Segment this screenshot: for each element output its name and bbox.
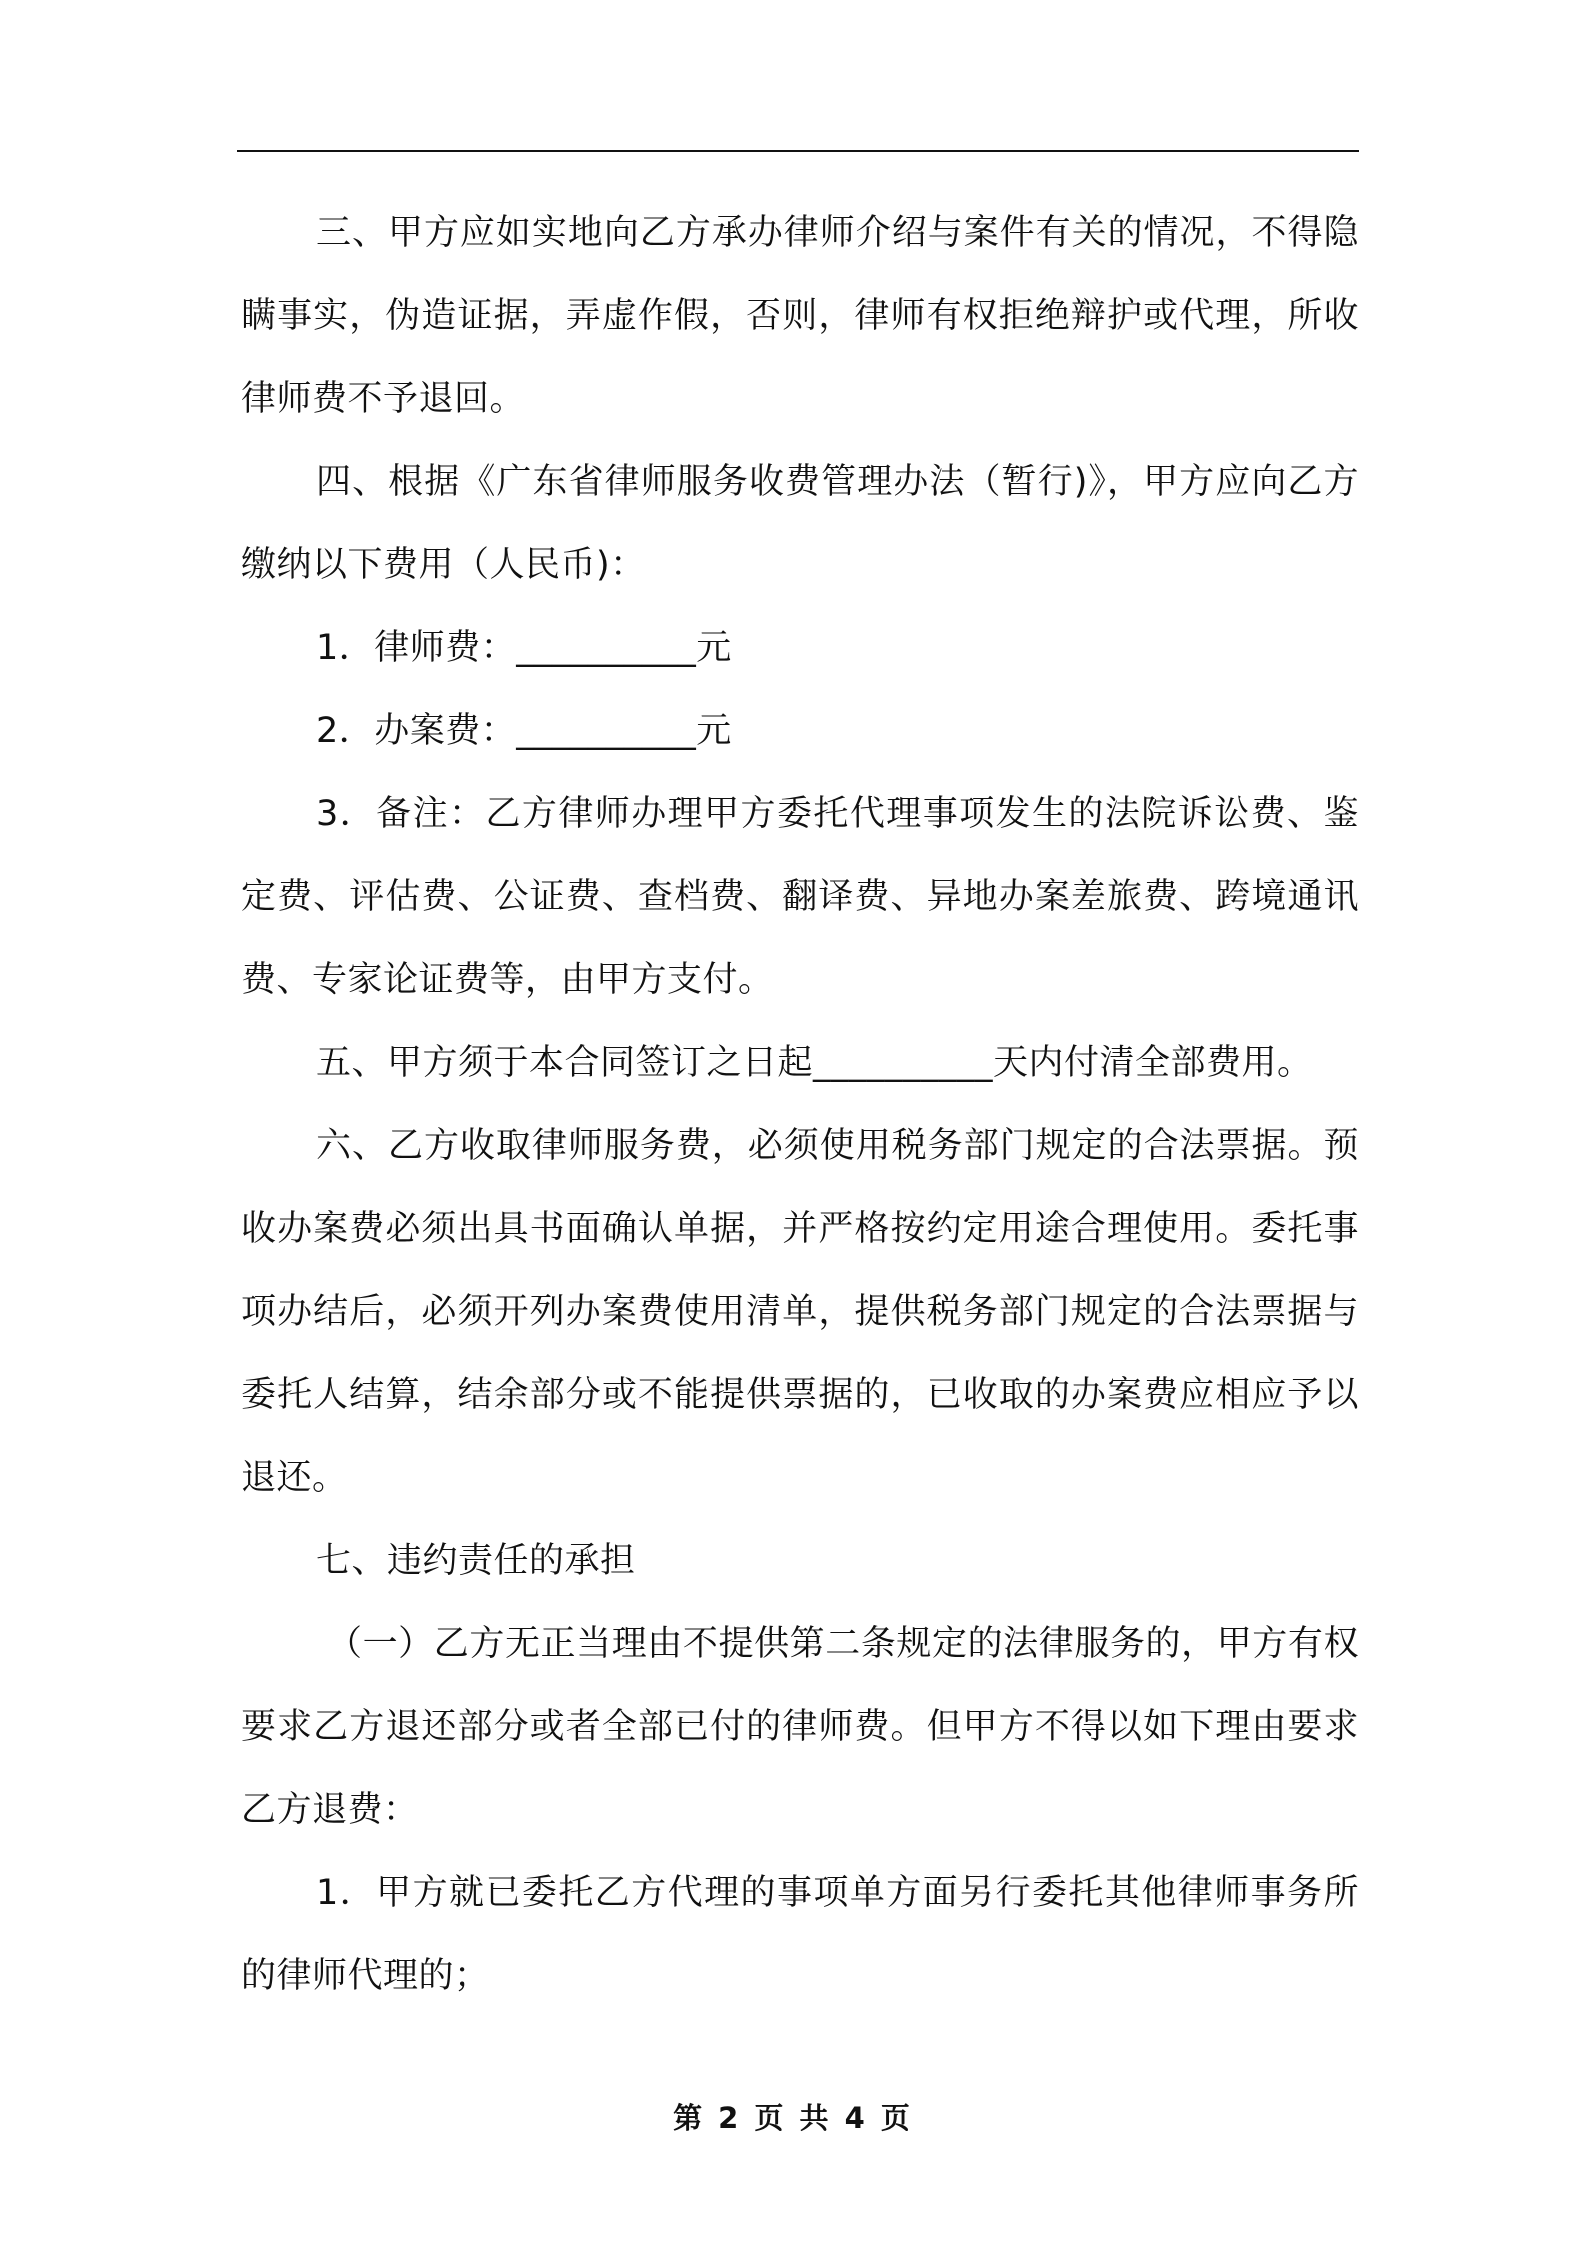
clause-seven-subitem-one: 1．甲方就已委托乙方代理的事项单方面另行委托其他律师事务所的律师代理的；: [241, 1873, 1359, 1996]
clause-five: 五、甲方须于本合同签订之日起__________天内付清全部费用。: [316, 1043, 1313, 1083]
document-body: [241, 192, 1359, 2018]
clause-seven-item-one: （一）乙方无正当理由不提供第二条规定的法律服务的，甲方有权要求乙方退还部分或者全部已付的律师费。但甲方不得以如下理由要求乙方退费：: [241, 1624, 1359, 1830]
clause-four: 四、根据《广东省律师服务收费管理办法（暂行)》，甲方应向乙方缴纳以下费用（人民币)：: [241, 462, 1359, 585]
fee-item-lawyer-fee: 1．律师费：__________元: [316, 628, 732, 668]
clause-seven-heading: 七、违约责任的承担: [316, 1541, 636, 1581]
page-number: 第 2 页 共 4 页: [673, 2101, 913, 2135]
fee-item-case-fee: 2．办案费：__________元: [316, 711, 732, 751]
header-rule: [237, 150, 1359, 152]
fee-item-remarks: 3．备注：乙方律师办理甲方委托代理事项发生的法院诉讼费、鉴定费、评估费、公证费、查档费、翻译费、异地办案差旅费、跨境通讯费、专家论证费等，由甲方支付。: [241, 794, 1359, 1000]
clause-six: 六、乙方收取律师服务费，必须使用税务部门规定的合法票据。预收办案费必须出具书面确认单据，并严格按约定用途合理使用。委托事项办结后，必须开列办案费使用清单，提供税务部门规定的合法票据与委托人结算，结余部分或不能提供票据的，已收取的办案费应相应予以退还。: [241, 1126, 1359, 1498]
clause-three: 三、甲方应如实地向乙方承办律师介绍与案件有关的情况，不得隐瞒事实，伪造证据，弄虚作假，否则，律师有权拒绝辩护或代理，所收律师费不予退回。: [241, 213, 1359, 419]
